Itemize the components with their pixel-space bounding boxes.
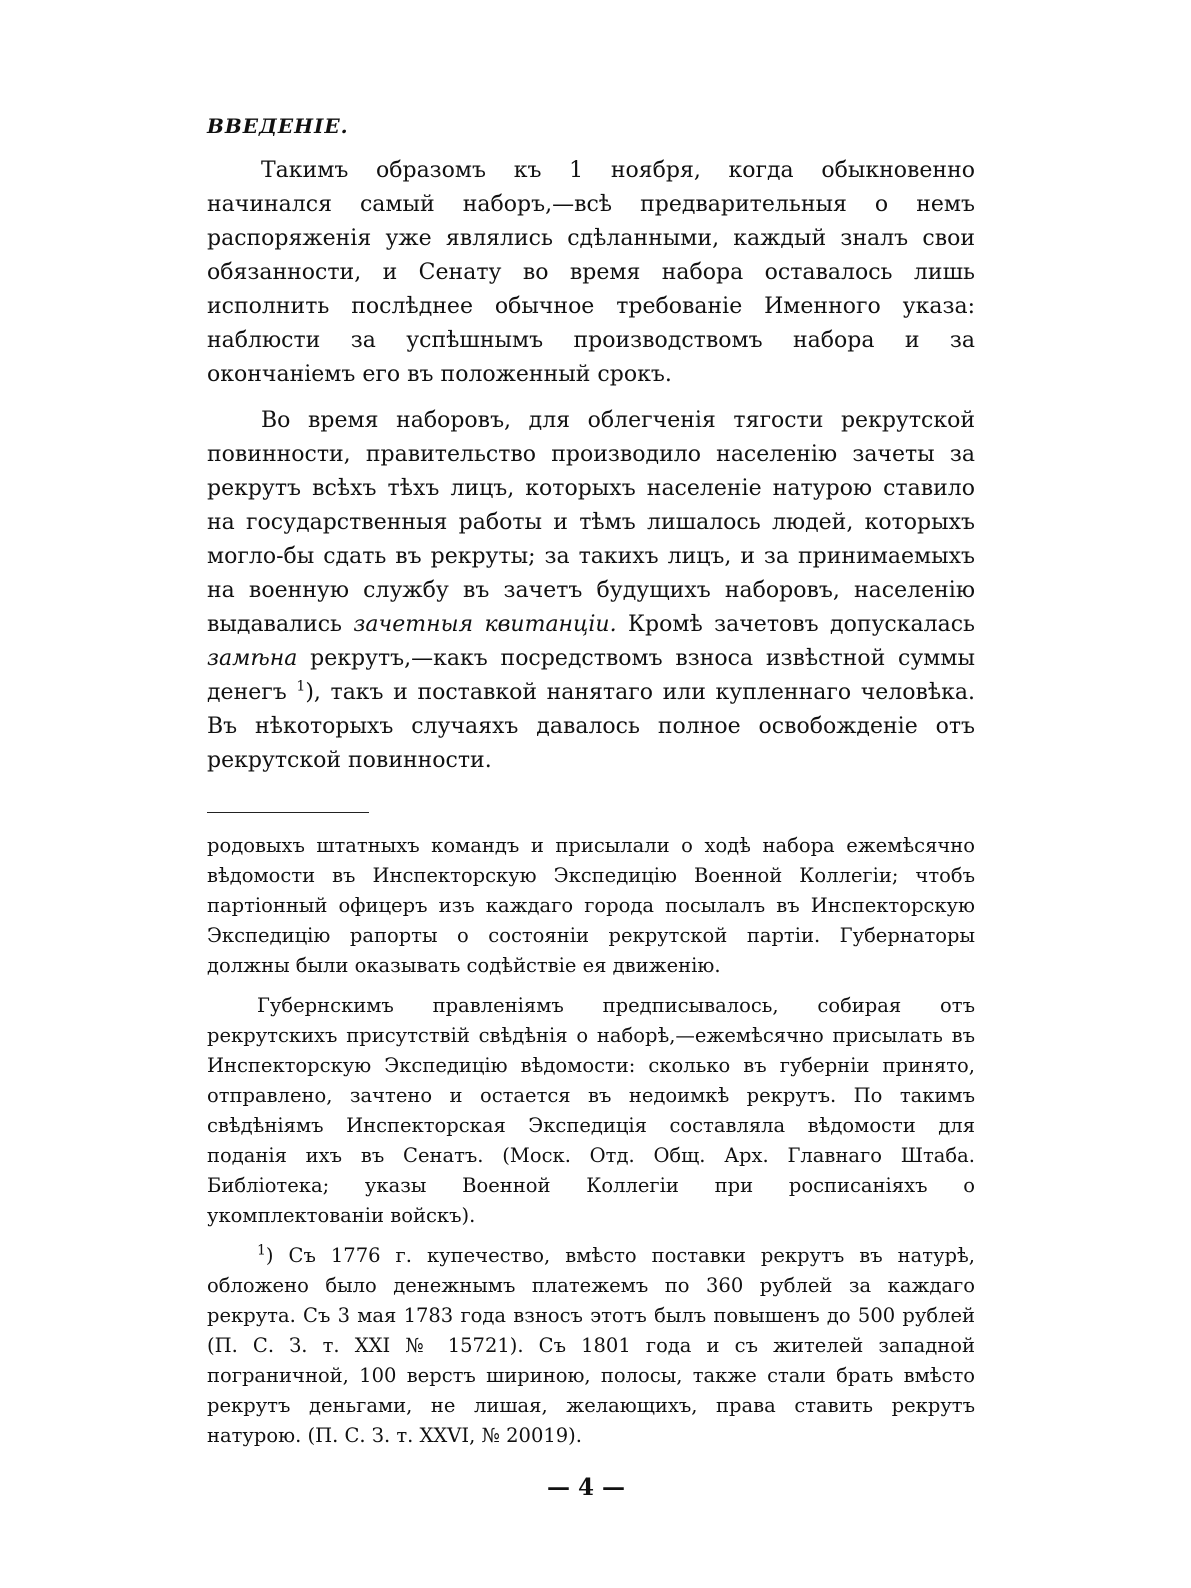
footnote-text: Губернскимъ правленіямъ предписывалось, собирая отъ рекрутскихъ присутствій свѣдѣнія о наборѣ,—ежемѣсячно присылать въ Инспекторскую Экспедицію вѣдомости: сколько въ губерніи принято, отправлено, зачтено и остается въ недоимкѣ рекрутъ. По такимъ свѣдѣніямъ Инспекторская Экспедиція составляла вѣдомости для поданія ихъ въ Сенатъ. (Моск. Отд. Общ. Арх. Главнаго Штаба. Библіотека; указы Военной Коллегіи при росписаніяхъ о укомплектованіи войскъ).: [207, 994, 975, 1227]
italic-term: зачетныя квитанціи.: [353, 612, 617, 637]
footnote-continuation: [207, 831, 975, 981]
footnote-marker: 1: [296, 678, 306, 695]
paragraph-text: Кромѣ зачетовъ допускалась: [616, 612, 976, 637]
italic-term: замѣна: [207, 646, 298, 671]
footnote-continuation: [207, 991, 975, 1231]
footnotes: [207, 831, 975, 1451]
main-text: [207, 154, 975, 778]
footnote-marker: 1: [257, 1242, 266, 1259]
paragraph-text: Такимъ образомъ къ 1 ноября, когда обыкновенно начинался самый наборъ,—всѣ предварительныя о немъ распоряженія уже являлись сдѣланными, каждый зналъ свои обязанности, и Сенату во время набора оставалось лишь исполнить послѣднее обычное требованіе Именного указа: наблюсти за успѣшнымъ производствомъ набора и за окончаніемъ его въ положенный срокъ.: [207, 158, 975, 387]
footnote-text: ) Съ 1776 г. купечество, вмѣсто поставки рекрутъ въ натурѣ, обложено было денежнымъ платежемъ по 360 рублей за каждаго рекрута. Съ 3 мая 1783 года взносъ этотъ былъ повышенъ до 500 рублей (П. С. З. т. XXI № 15721). Съ 1801 года и съ жителей западной пограничной, 100 верстъ шириною, полосы, также стали брать вмѣсто рекрутъ деньгами, не лишая, желающихъ, права ставить рекрутъ натурою. (П. С. З. т. XXVI, № 20019).: [207, 1244, 975, 1447]
paragraph-text: ), такъ и поставкой нанятаго или купленнаго человѣка. Въ нѣкоторыхъ случаяхъ давалось полное освобожденіе отъ рекрутской повинности.: [207, 680, 975, 773]
paragraph: [207, 404, 975, 778]
page-content: [207, 112, 975, 1503]
paragraph-text: рекрутъ,—какъ посредствомъ взноса извѣстной суммы денегъ: [207, 646, 975, 705]
paragraph: [207, 154, 975, 392]
paragraph-text: Во время наборовъ, для облегченія тягости рекрутской повинности, правительство производило населенію зачеты за рекрутъ всѣхъ тѣхъ лицъ, которыхъ населеніе натурою ставило на государственныя работы и тѣмъ лишалось людей, которыхъ могло-бы сдать въ рекруты; за такихъ лицъ, и за принимаемыхъ на военную службу въ зачетъ будущихъ наборовъ, населенію выдавались: [207, 408, 975, 637]
running-head: ВВЕДЕНІЕ.: [207, 114, 349, 138]
page-number: — 4 —: [546, 1474, 626, 1501]
footnote-1: [207, 1241, 975, 1451]
footnote-rule: [207, 812, 369, 813]
footnote-text: родовыхъ штатныхъ командъ и присылали о ходѣ набора ежемѣсячно вѣдомости въ Инспекторскую Экспедицію Военной Коллегіи; чтобъ партіонный офицеръ изъ каждаго города посылалъ въ Инспекторскую Экспедицію рапорты о состояніи рекрутской партіи. Губернаторы должны были оказывать содѣйствіе ея движенію.: [207, 834, 975, 977]
